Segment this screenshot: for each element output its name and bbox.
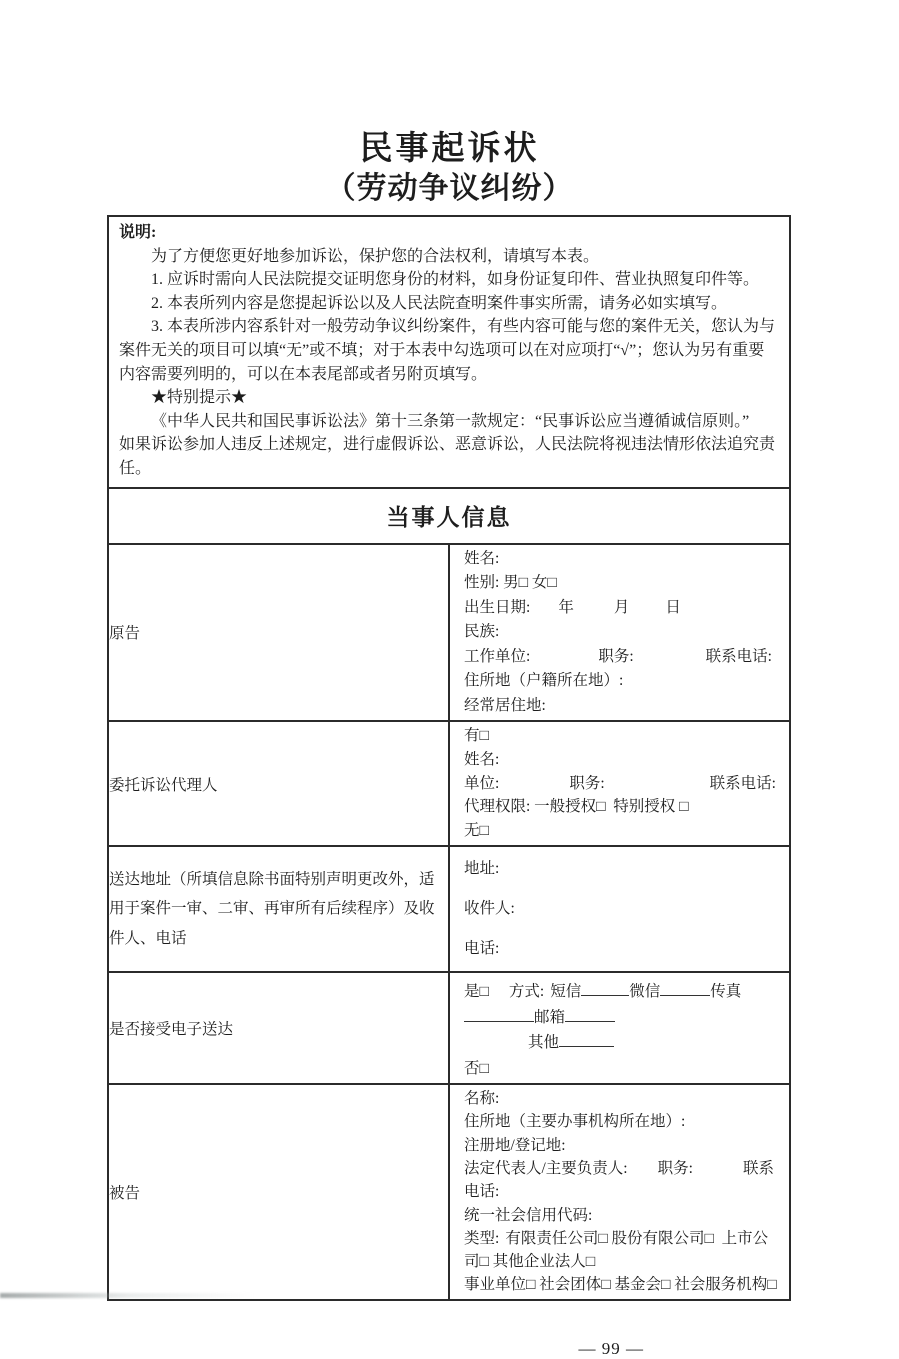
agent-name-field: 姓名:	[464, 750, 500, 768]
agent-label-cell	[108, 721, 449, 846]
defendant-label: 被告	[109, 1184, 141, 1202]
table-header-cell	[108, 488, 790, 544]
instructions-item-2: 2. 本表所列内容是您提起诉讼以及人民法院查明案件事实所需，请务必如实填写。	[151, 294, 728, 312]
agent-unit-field	[464, 772, 783, 796]
agent-row	[108, 721, 790, 846]
plaintiff-content-cell	[449, 544, 790, 722]
service-phone-field: 电话:	[464, 940, 500, 958]
document-title: 民事起诉状	[359, 131, 540, 167]
defendant-registration-field: 注册地/登记地:	[464, 1136, 566, 1154]
plaintiff-name-field: 姓名:	[464, 549, 500, 567]
service-address-content-cell	[449, 846, 790, 972]
agent-unit-label: 单位:	[464, 774, 500, 792]
document-subtitle: （劳动争议纠纷）	[325, 172, 574, 205]
document-title-block	[0, 0, 899, 210]
defendant-credit-code-field: 统一社会信用代码:	[464, 1206, 593, 1224]
plaintiff-work-field	[464, 645, 783, 670]
instructions-box	[107, 215, 791, 489]
plaintiff-habitual-residence-field: 经常居住地:	[464, 696, 546, 714]
eservice-yes-line	[464, 979, 783, 1030]
service-address-row	[108, 846, 790, 972]
email-blank-underline	[565, 1006, 615, 1022]
party-information-table	[107, 487, 791, 1301]
defendant-domicile-field: 住所地（主要办事机构所在地）:	[464, 1113, 686, 1131]
defendant-label-cell	[108, 1084, 449, 1300]
wechat-blank-underline	[660, 980, 710, 996]
eservice-other-line	[464, 1030, 783, 1056]
plaintiff-row	[108, 544, 790, 722]
eservice-method-label: 方式:	[508, 983, 545, 1001]
legal-rep-label: 法定代表人/主要负责人:	[464, 1159, 628, 1177]
instructions-item-1: 1. 应诉时需向人民法院提交证明您身份的材料，如身份证复印件、营业执照复印件等。	[151, 271, 760, 289]
service-address-label-cell	[108, 846, 449, 972]
agent-content-cell	[449, 721, 790, 846]
instructions-heading: 说明:	[119, 224, 157, 241]
plaintiff-ethnicity-field: 民族:	[464, 623, 500, 641]
eservice-email-label: 邮箱	[534, 1008, 566, 1026]
defendant-position-label: 职务:	[657, 1159, 693, 1177]
agent-authority-field: 代理权限: 一般授权□ 特别授权 □	[464, 798, 689, 816]
plaintiff-label-cell	[108, 544, 449, 722]
eservice-yes-checkbox: 是□	[464, 983, 489, 1001]
sms-blank-underline	[581, 980, 629, 996]
plaintiff-gender-field: 性别: 男□ 女□	[464, 574, 557, 592]
page-number: — 99 —	[578, 1338, 644, 1358]
eservice-wechat-label: 微信	[629, 983, 661, 1001]
agent-none-checkbox: 无□	[464, 822, 489, 840]
plaintiff-dob-field	[464, 596, 783, 621]
phone-label: 联系电话:	[705, 647, 772, 665]
special-tip-label: ★特别提示★	[151, 389, 248, 407]
dob-month-label: 月	[613, 598, 630, 616]
defendant-content-cell	[449, 1084, 790, 1300]
type-options-line1: 有限责任公司□ 股份有限公司□ 上市公司□ 其他企业法人□	[464, 1229, 769, 1271]
agent-has-checkbox: 有□	[464, 727, 489, 745]
dob-day-label: 日	[665, 598, 681, 616]
scan-shadow-artifact	[0, 1293, 255, 1298]
dob-label: 出生日期:	[464, 598, 531, 616]
service-recipient-field: 收件人:	[464, 900, 515, 918]
form-content	[107, 215, 791, 1359]
defendant-type-line1	[464, 1227, 783, 1274]
instructions-intro: 为了方便您更好地参加诉讼，保护您的合法权利，请填写本表。	[151, 247, 600, 265]
defendant-row	[108, 1084, 790, 1300]
violation-warning: 如果诉讼参加人违反上述规定，进行虚假诉讼、恶意诉讼，人民法院将视违法情形依法追究责任。	[119, 436, 776, 477]
electronic-service-row	[108, 972, 790, 1084]
eservice-no-checkbox: 否□	[464, 1059, 489, 1077]
dob-year-label: 年	[558, 598, 574, 616]
law-quote: 《中华人民共和国民事诉讼法》第十三条第一款规定：“民事诉讼应当遵循诚信原则。”	[151, 412, 750, 430]
eservice-other-label: 其他	[528, 1034, 560, 1052]
service-address-label: 送达地址（所填信息除书面特别声明更改外，适用于案件一审、二审、再审所有后续程序）及收件人、电话	[109, 870, 435, 947]
eservice-fax-label: 传真	[710, 983, 742, 1001]
defendant-type-line2: 事业单位□ 社会团体□ 基金会□ 社会服务机构□	[464, 1276, 777, 1294]
table-header-row	[108, 488, 790, 544]
plaintiff-label: 原告	[109, 625, 141, 643]
electronic-service-label: 是否接受电子送达	[109, 1021, 234, 1039]
defendant-name-field: 名称:	[464, 1090, 500, 1108]
electronic-service-content-cell	[449, 972, 790, 1084]
agent-label: 委托诉讼代理人	[109, 776, 218, 794]
defendant-legal-rep-field	[464, 1157, 783, 1204]
instructions-item-3: 3. 本表所涉内容系针对一般劳动争议纠纷案件，有些内容可能与您的案件无关，您认为与案件无关的项目可以填“无”或不填；对于本表中勾选项可以在对应项打“√”；您认为另有重要内容需要列明的，可以在本表尾部或者另附页填写。	[119, 318, 776, 383]
work-unit-label: 工作单位:	[464, 647, 531, 665]
plaintiff-residence-field: 住所地（户籍所在地）:	[464, 672, 624, 690]
eservice-sms-label: 短信	[550, 983, 582, 1001]
electronic-service-label-cell	[108, 972, 449, 1084]
defendant-phone-label: 联系电话:	[464, 1159, 774, 1201]
agent-position-label: 职务:	[569, 774, 605, 792]
agent-phone-label: 联系电话:	[709, 774, 776, 792]
fax-blank-underline	[464, 1006, 534, 1022]
other-blank-underline	[559, 1031, 614, 1047]
position-label: 职务:	[598, 647, 634, 665]
type-label: 类型:	[464, 1229, 500, 1247]
service-address-field: 地址:	[464, 860, 500, 878]
table-title: 当事人信息	[386, 505, 512, 531]
